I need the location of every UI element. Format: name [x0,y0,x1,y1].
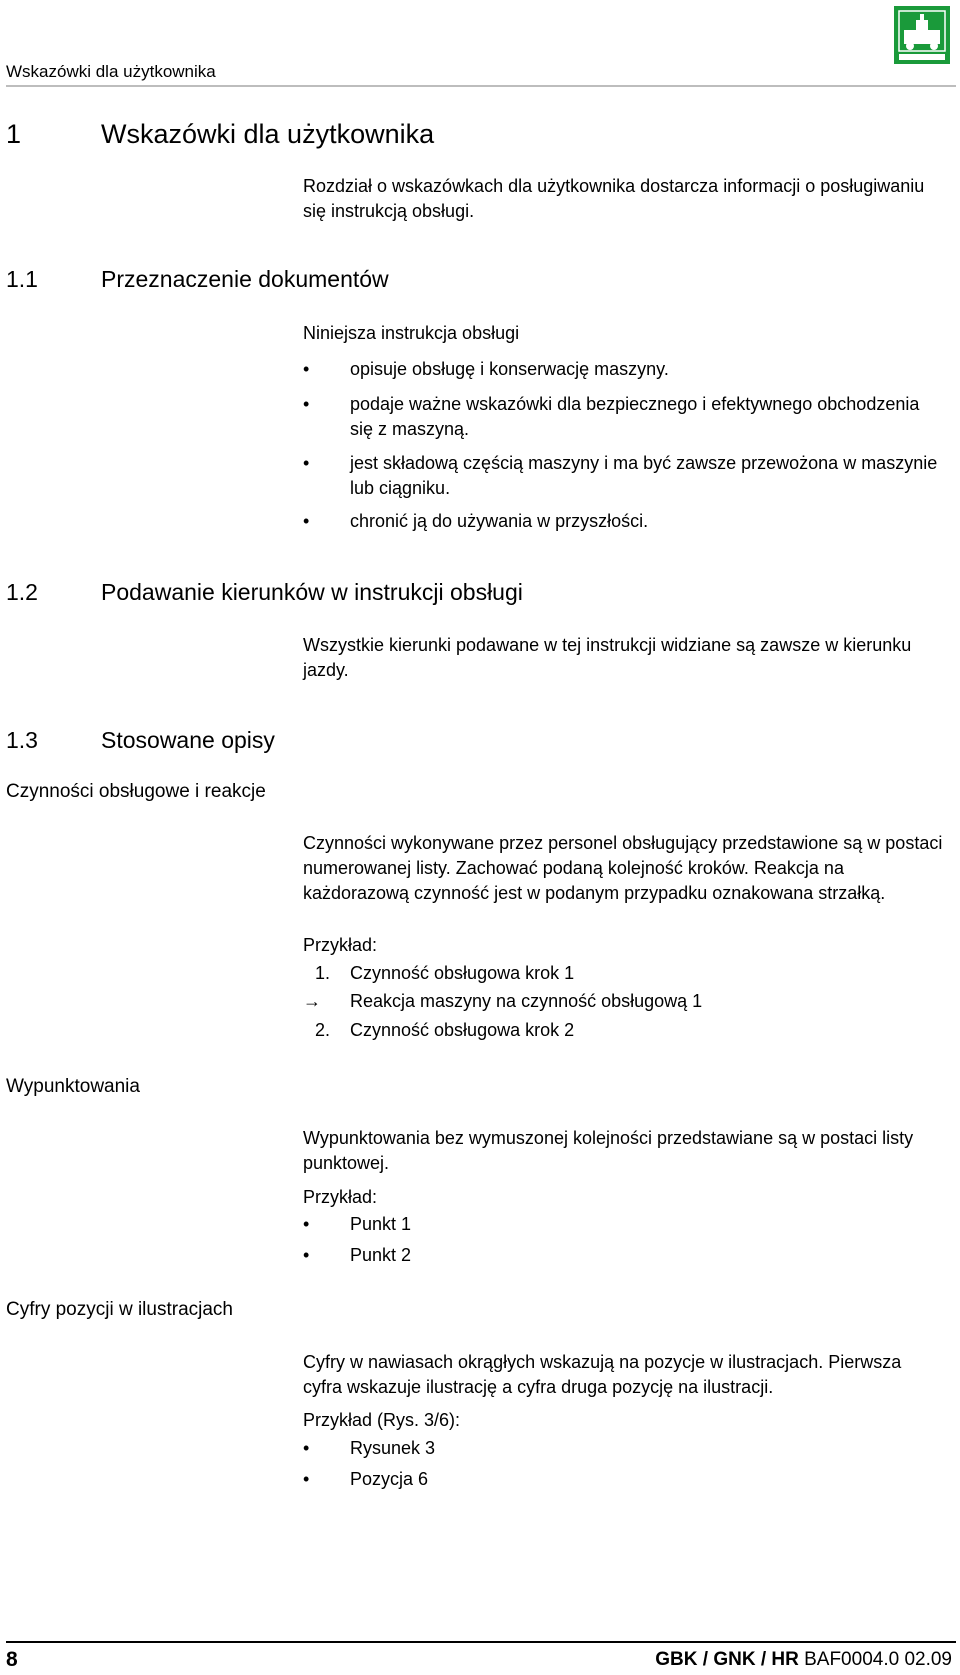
section-number: 1.3 [6,727,38,753]
subheading-operations: Czynności obsługowe i reakcje [6,781,266,802]
page-number: 8 [6,1648,18,1671]
subheading-figures: Cyfry pozycji w ilustracjach [6,1299,233,1320]
footer-rule [6,1641,956,1643]
section-number: 1 [6,119,22,149]
section-1-text: Rozdział o wskazówkach dla użytkownika dostarcza informacji o posługiwaniu się instrukcją obsługi. [303,176,925,221]
bullets-example-label: Przykład: [303,1187,378,1207]
section-1-1-intro: Niniejsza instrukcja obsługi [303,323,520,343]
section-1-2-text: Wszystkie kierunki podawane w tej instrukcji widziane są zawsze w kierunku jazdy. [303,635,912,680]
bullet-icon: • [303,394,310,414]
section-title: Przeznaczenie dokumentów [101,266,389,292]
step-number: 1. [315,963,331,983]
brand-logo [894,6,950,64]
bullet-icon: • [303,511,310,531]
bullet-icon: • [303,1438,310,1458]
operations-text: Czynności wykonywane przez personel obsługujący przedstawione są w postaci numerowanej listy. Zachować podaną kolejność kroków. Reakcja na każdorazową czynność jest w podanym przypadku oznakowana strzałką. [303,833,943,903]
section-title: Wskazówki dla użytkownika [101,119,435,149]
running-header: Wskazówki dla użytkownika [6,62,216,81]
header-rule [6,85,956,87]
figures-text: Cyfry w nawiasach okrągłych wskazują na pozycje w ilustracjach. Pierwsza cyfra wskazuje ilustrację a cyfra druga pozycję na ilustracji. [303,1352,902,1397]
bullet-icon: • [303,1214,310,1234]
footer-models: GBK / GNK / HR [655,1649,799,1670]
section-number: 1.1 [6,266,38,292]
step-number: 2. [315,1020,331,1040]
bullet-icon: • [303,1469,310,1489]
subheading-bullets: Wypunktowania [6,1076,140,1097]
bullet-icon: • [303,1245,310,1265]
footer-doc-info [655,1649,952,1671]
bullets-text: Wypunktowania bez wymuszonej kolejności przedstawiane są w postaci listy punktowej. [303,1128,914,1173]
section-number: 1.2 [6,579,38,605]
arrow-right-icon: → [303,991,321,1011]
bullet-icon: • [303,453,310,473]
figures-example-label: Przykład (Rys. 3/6): [303,1410,461,1430]
section-title: Podawanie kierunków w instrukcji obsługi [101,579,523,605]
footer-doc-code: BAF0004.0 02.09 [804,1649,952,1670]
section-title: Stosowane opisy [101,727,275,753]
bullet-icon: • [303,359,310,379]
operations-example-label: Przykład: [303,935,378,955]
